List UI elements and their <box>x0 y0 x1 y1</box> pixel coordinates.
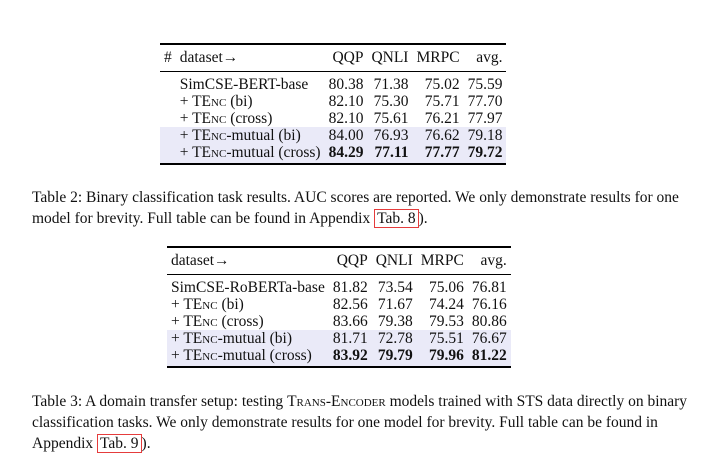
cell-avg: 80.86 <box>471 313 507 330</box>
cell-qqp: 82.10 <box>328 93 364 110</box>
row-name: SimCSE-RoBERTa-base <box>171 279 325 296</box>
col-header-qqp: QQP <box>332 49 364 66</box>
row-name: + TEnc-mutual (cross) <box>167 347 329 367</box>
cell-qqp: 82.56 <box>332 296 368 313</box>
cell-mrpc: 75.02 <box>424 76 460 93</box>
cell-avg: 77.70 <box>467 93 503 110</box>
cell-avg: 76.16 <box>471 296 507 313</box>
cell-qqp: 83.92 <box>329 347 372 367</box>
table-row <box>160 144 506 164</box>
caption-text: A domain transfer setup: testing <box>82 393 288 410</box>
cell-avg: 76.81 <box>471 279 507 296</box>
table-row <box>160 72 506 94</box>
cell-qqp: 81.82 <box>332 279 368 296</box>
table-row <box>160 127 506 144</box>
cell-qqp: 80.38 <box>328 76 364 93</box>
cell-qnli: 71.67 <box>377 296 413 313</box>
cell-qnli: 77.11 <box>367 144 412 164</box>
row-name: + TEnc-mutual (bi) <box>176 127 325 144</box>
appendix-table-link[interactable]: Tab. 8 <box>374 209 419 228</box>
cell-avg: 76.67 <box>468 330 511 347</box>
cell-mrpc: 76.21 <box>424 110 460 127</box>
cell-mrpc: 75.06 <box>428 279 464 296</box>
caption-label: Table 2: <box>32 189 83 206</box>
caption-label: Table 3: <box>32 393 83 410</box>
col-header-avg: avg. <box>480 252 507 269</box>
cell-qnli: 71.38 <box>373 76 409 93</box>
table-row <box>167 296 511 313</box>
cell-mrpc: 76.62 <box>412 127 463 144</box>
results-table-3 <box>167 246 511 368</box>
row-name: SimCSE-BERT-base <box>179 76 309 93</box>
cell-qqp: 83.66 <box>332 313 368 330</box>
col-header-mrpc: MRPC <box>416 49 460 66</box>
cell-qnli: 79.79 <box>372 347 417 367</box>
cell-avg: 79.18 <box>464 127 507 144</box>
results-table-2 <box>160 43 506 165</box>
col-header-avg: avg. <box>476 49 503 66</box>
cell-qnli: 79.38 <box>377 313 413 330</box>
table-row <box>160 93 506 110</box>
table-row <box>167 275 511 297</box>
row-name: + TEnc-mutual (bi) <box>167 330 329 347</box>
table-caption <box>32 187 694 229</box>
cell-avg: 77.97 <box>467 110 503 127</box>
cell-mrpc: 79.96 <box>417 347 468 367</box>
table-row <box>160 110 506 127</box>
col-header-qnli: QNLI <box>371 49 409 66</box>
cell-qqp: 84.00 <box>325 127 368 144</box>
row-name: + TEnc (cross) <box>179 110 273 127</box>
table-row <box>167 347 511 367</box>
cell-mrpc: 77.77 <box>412 144 463 164</box>
cell-avg: 79.72 <box>464 144 507 164</box>
table-row <box>167 313 511 330</box>
appendix-table-link[interactable]: Tab. 9 <box>97 434 142 453</box>
cell-qnli: 76.93 <box>367 127 412 144</box>
cell-qqp: 81.71 <box>329 330 372 347</box>
cell-avg: 81.22 <box>468 347 511 367</box>
row-name: + TEnc (cross) <box>171 313 264 330</box>
cell-qnli: 75.61 <box>373 110 409 127</box>
cell-qnli: 73.54 <box>377 279 413 296</box>
cell-avg: 75.59 <box>467 76 503 93</box>
cell-mrpc: 75.71 <box>424 93 460 110</box>
model-name: Trans-Encoder <box>287 393 386 410</box>
cell-mrpc: 74.24 <box>428 296 464 313</box>
row-name: + TEnc (bi) <box>171 296 244 313</box>
col-header-index: # <box>164 49 172 66</box>
caption-text: Binary classification task results. AUC scores are reported. We only demonstrate results for one model for brevity. Full table can be found in Appendix <box>32 189 679 227</box>
col-header-mrpc: MRPC <box>420 252 464 269</box>
cell-mrpc: 75.51 <box>417 330 468 347</box>
cell-qqp: 84.29 <box>325 144 368 164</box>
row-name: + TEnc-mutual (cross) <box>176 144 325 164</box>
col-header-qqp: QQP <box>336 252 368 269</box>
table-caption <box>32 391 694 454</box>
cell-qnli: 75.30 <box>373 93 409 110</box>
table-row <box>167 330 511 347</box>
caption-end: ). <box>418 210 428 227</box>
col-header-qnli: QNLI <box>375 252 413 269</box>
row-name: + TEnc (bi) <box>179 93 253 110</box>
cell-mrpc: 79.53 <box>428 313 464 330</box>
cell-qnli: 72.78 <box>372 330 417 347</box>
col-header-dataset: dataset→ <box>179 49 239 66</box>
caption-text: models trained with STS data directly on binary classification tasks. We only demonstrate results for one model for brevity. Full table can be found in Appendix <box>32 393 688 452</box>
cell-qqp: 82.10 <box>328 110 364 127</box>
col-header-dataset: dataset→ <box>171 252 230 269</box>
caption-end: ). <box>141 435 151 452</box>
